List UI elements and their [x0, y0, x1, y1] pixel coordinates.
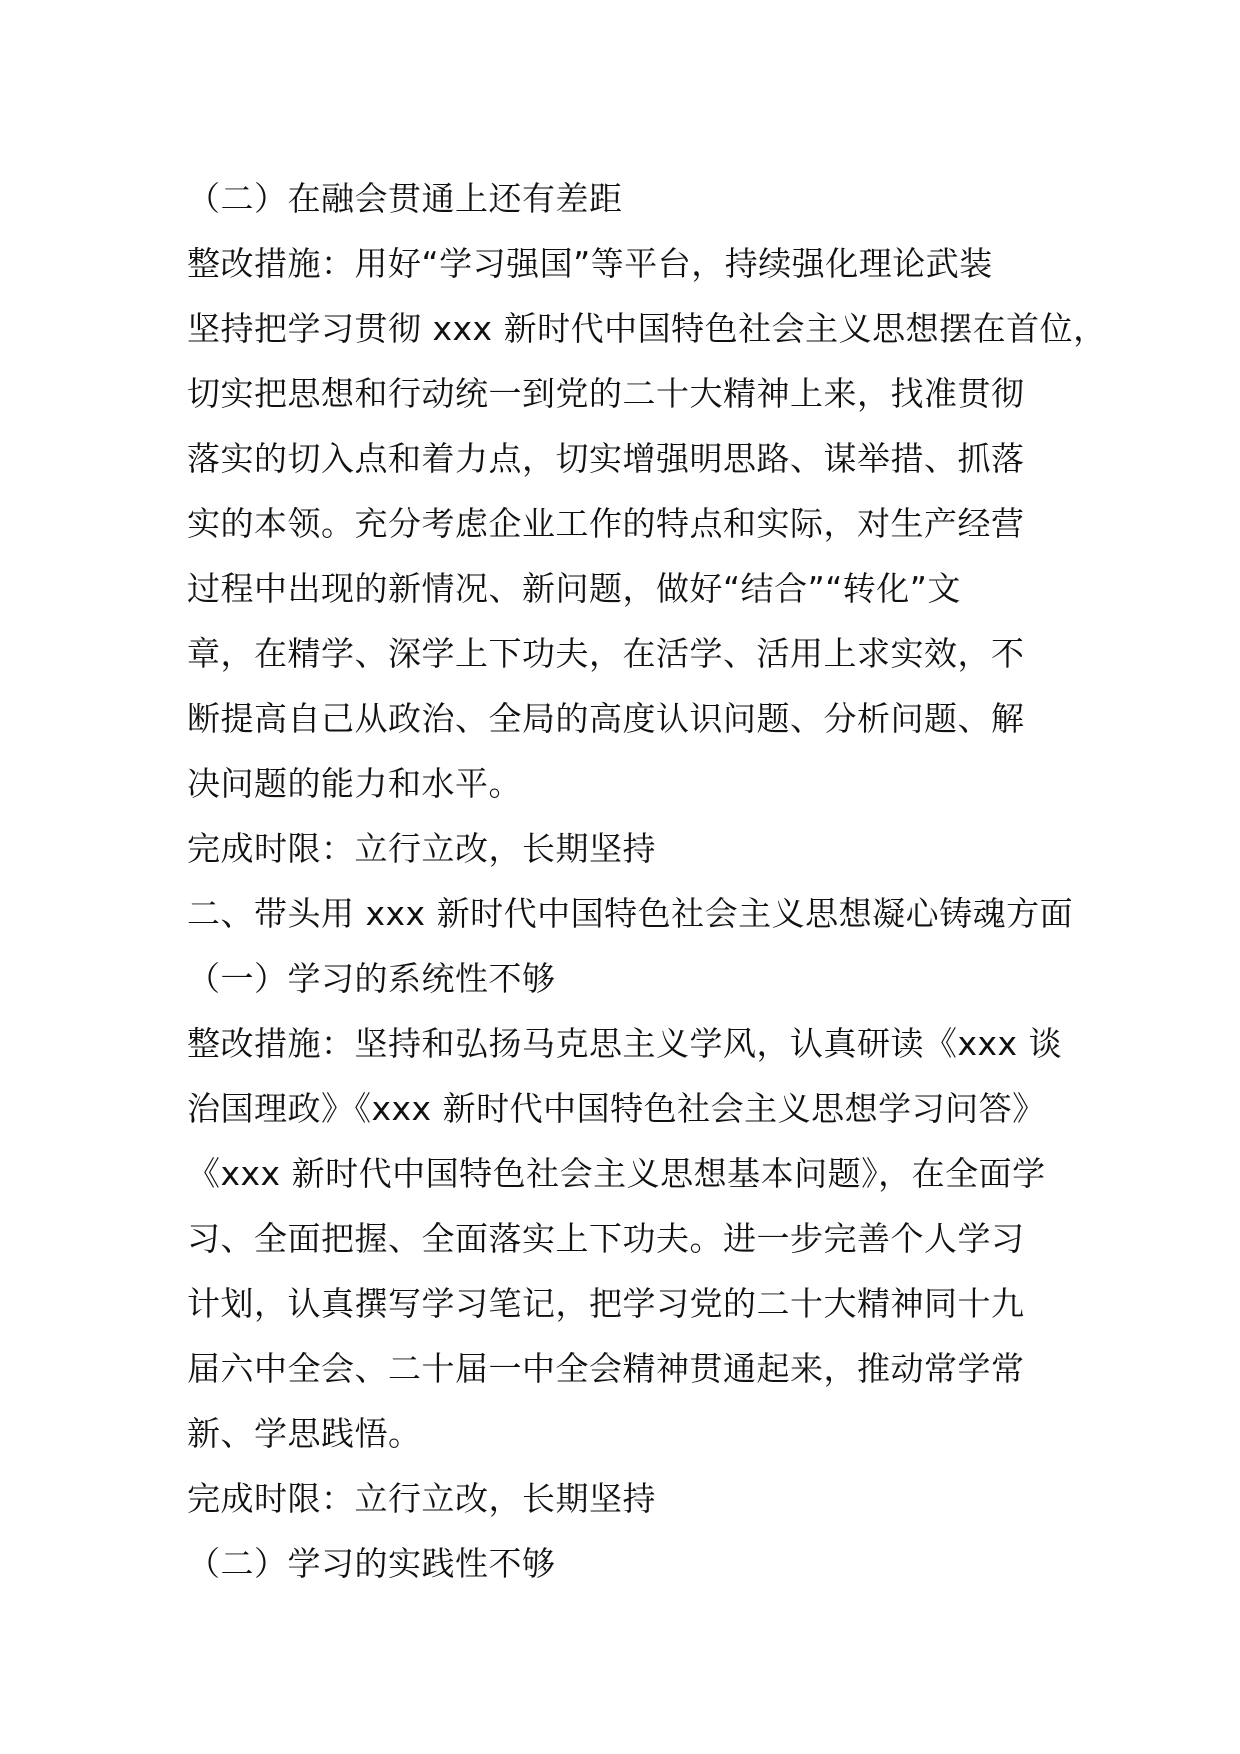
paragraph-line: 整改措施：用好“学习强国”等平台，持续强化理论武装: [187, 244, 993, 283]
paragraph-line: 过程中出现的新情况、新问题，做好“结合”“转化”文: [187, 569, 961, 608]
section-heading-two: 二、带头用 xxx 新时代中国特色社会主义思想凝心铸魂方面: [187, 894, 1074, 933]
paragraph-line: 习、全面把握、全面落实上下功夫。进一步完善个人学习: [187, 1219, 1025, 1258]
deadline-line: 完成时限：立行立改，长期坚持: [187, 829, 656, 868]
paragraph-line: 届六中全会、二十届一中全会精神贯通起来，推动常学常: [187, 1349, 1025, 1388]
subheading-integration-gap: （二）在融会贯通上还有差距: [187, 179, 623, 218]
paragraph-line: 实的本领。充分考虑企业工作的特点和实际，对生产经营: [187, 504, 1025, 543]
subheading-systematic-study: （一）学习的系统性不够: [187, 959, 556, 998]
paragraph-line: 整改措施：坚持和弘扬马克思主义学风，认真研读《xxx 谈: [187, 1024, 1063, 1063]
paragraph-line: 治国理政》《xxx 新时代中国特色社会主义思想学习问答》: [187, 1089, 1046, 1128]
paragraph-line: 落实的切入点和着力点，切实增强明思路、谋举措、抓落: [187, 439, 1025, 478]
paragraph-line: 坚持把学习贯彻 xxx 新时代中国特色社会主义思想摆在首位，: [187, 309, 1107, 348]
deadline-line: 完成时限：立行立改，长期坚持: [187, 1479, 656, 1518]
paragraph-line: 断提高自己从政治、全局的高度认识问题、分析问题、解: [187, 699, 1025, 738]
paragraph-line: 切实把思想和行动统一到党的二十大精神上来，找准贯彻: [187, 374, 1025, 413]
paragraph-line: 《xxx 新时代中国特色社会主义思想基本问题》，在全面学: [187, 1154, 1046, 1193]
paragraph-line: 计划，认真撰写学习笔记，把学习党的二十大精神同十九: [187, 1284, 1025, 1323]
paragraph-line: 章，在精学、深学上下功夫，在活学、活用上求实效，不: [187, 634, 1025, 673]
paragraph-line: 决问题的能力和水平。: [187, 764, 522, 803]
paragraph-line: 新、学思践悟。: [187, 1414, 422, 1453]
subheading-practical-study: （二）学习的实践性不够: [187, 1544, 556, 1583]
document-body: [187, 166, 1107, 1596]
